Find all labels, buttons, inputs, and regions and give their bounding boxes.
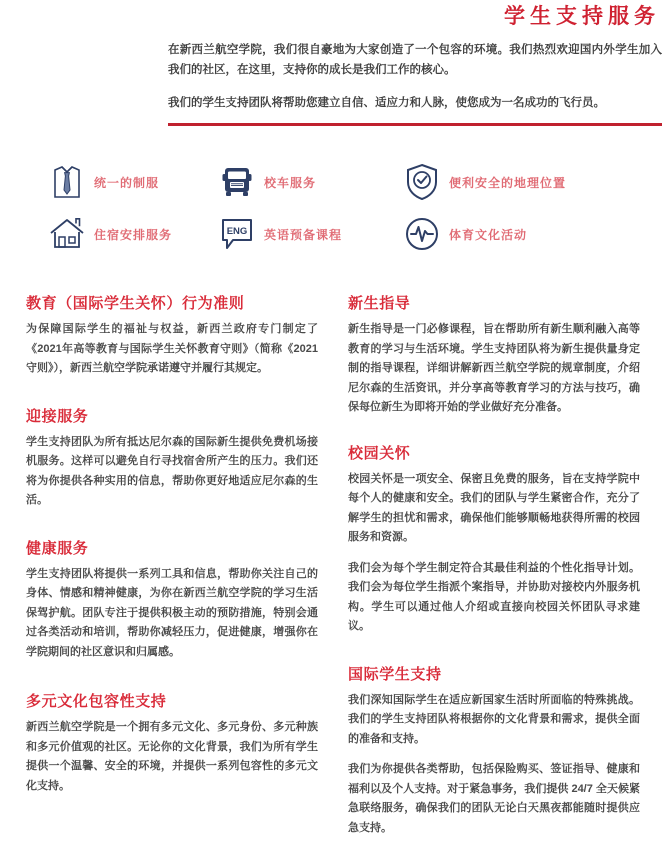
feature-label-sports-culture: 体育文化活动 [449,227,528,242]
feature-item-bus [218,162,403,202]
section-international-student-support [348,665,640,839]
house-icon [48,214,86,254]
eng-speech-bubble-icon [218,214,256,254]
svg-text:ENG: ENG [226,226,248,237]
section-title-multicultural-support: 多元文化包容性支持 [26,693,167,710]
section-title-code-of-practice: 教育（国际学生关怀）行为准则 [26,295,245,312]
section-welcome-service [26,407,318,511]
feature-item-english [218,214,403,254]
feature-item-location [403,162,648,202]
section-paragraph: 学生支持团队将提供一系列工具和信息，帮助你关注自己的身体、情感和精神健康，为你在新西兰航空学院的学习生活保驾护航。团队专注于提供积极主动的预防措施，特别会通过各类活动和培训，帮助你减轻压力，促进健康，增强你在学院期间的社区意识和归属感。 [26,567,318,658]
section-paragraph: 学生支持团队为所有抵达尼尔森的国际新生提供免费机场接机服务。这样可以避免自行寻找宿舍所产生的压力。我们还将为你提供各种实用的信息，帮助你更好地适应尼尔森的生活。 [26,435,318,506]
shirt-tie-icon [48,162,86,202]
content-columns [0,294,670,834]
intro-paragraph-1: 在新西兰航空学院，我们很自豪地为大家创造了一个包容的环境。我们热烈欢迎国内外学生加入我们的社区，在这里，支持你的成长是我们工作的核心。 [168,44,662,76]
page-header [168,4,662,126]
feature-label-accommodation: 住宿安排服务 [94,227,173,242]
section-paragraph: 我们会为每个学生制定符合其最佳利益的个性化指导计划。我们会为每位学生指派个案指导，并协助对接校内外服务机构。学生可以通过他人介绍或直接向校园关怀团队寻求建议。 [348,561,640,632]
feature-icon-grid [48,156,648,260]
heartbeat-pulse-icon [403,214,441,254]
section-paragraph: 校园关怀是一项安全、保密且免费的服务，旨在支持学院中每个人的健康和安全。我们的团队与学生紧密合作，充分了解学生的担忧和需求，确保他们能够顺畅地获得所需的校园服务和资源。 [348,472,640,543]
feature-label-bus: 校车服务 [264,175,317,190]
feature-item-sports-culture [403,214,648,254]
section-paragraph: 我们为你提供各类帮助，包括保险购买、签证指导、健康和福利以及个人支持。对于紧急事务，我们提供 24/7 全天候紧急联络服务，确保我们的团队无论白天黑夜都能随时提供应急支持。 [348,763,640,834]
section-campus-care [348,444,640,637]
feature-label-english: 英语预备课程 [264,227,343,242]
section-multicultural-support [26,692,318,796]
section-paragraph: 新西兰航空学院是一个拥有多元文化、多元身份、多元种族和多元价值观的社区。无论你的文化背景，我们为所有学生提供一个温馨、安全的环境，并提供一系列包容性的多元文化支持。 [26,721,318,792]
section-title-welcome-service: 迎接服务 [26,407,89,425]
header-divider [168,123,662,126]
left-column [26,294,318,818]
section-health-service [26,539,318,663]
right-column [348,294,640,860]
page-title: 学生支持服务 [504,5,660,28]
feature-label-location: 便利安全的地理位置 [449,175,567,190]
feature-item-accommodation [48,214,218,254]
section-orientation [348,294,640,418]
section-paragraph: 为保障国际学生的福祉与权益，新西兰政府专门制定了《2021年高等教育与国际学生关怀教育守则》（简称《2021守则》），新西兰航空学院承诺遵守并履行其规定。 [26,323,318,374]
section-title-international-student-support: 国际学生支持 [348,665,442,683]
bus-icon [218,162,256,202]
section-title-health-service: 健康服务 [26,539,89,557]
section-paragraph: 新生指导是一门必修课程，旨在帮助所有新生顺利融入高等教育的学习与生活环境。学生支持团队将为新生提供量身定制的指导课程，详细讲解新西兰航空学院的规章制度，介绍尼尔森的生活资讯，并分享高等教育学习的方法与技巧，确保每位新生为即将开始的学业做好充分准备。 [348,323,640,413]
section-paragraph: 我们深知国际学生在适应新国家生活时所面临的特殊挑战。我们的学生支持团队将根据你的文化背景和需求，提供全面的准备和支持。 [348,693,640,745]
shield-check-icon [403,162,441,202]
feature-label-uniform: 统一的制服 [94,175,160,190]
intro-paragraph-2: 我们的学生支持团队将帮助您建立自信、适应力和人脉，使您成为一名成功的飞行员。 [168,97,605,109]
feature-item-uniform [48,162,218,202]
section-code-of-practice [26,294,318,379]
section-title-campus-care: 校园关怀 [348,444,411,462]
section-title-orientation: 新生指导 [348,295,411,312]
